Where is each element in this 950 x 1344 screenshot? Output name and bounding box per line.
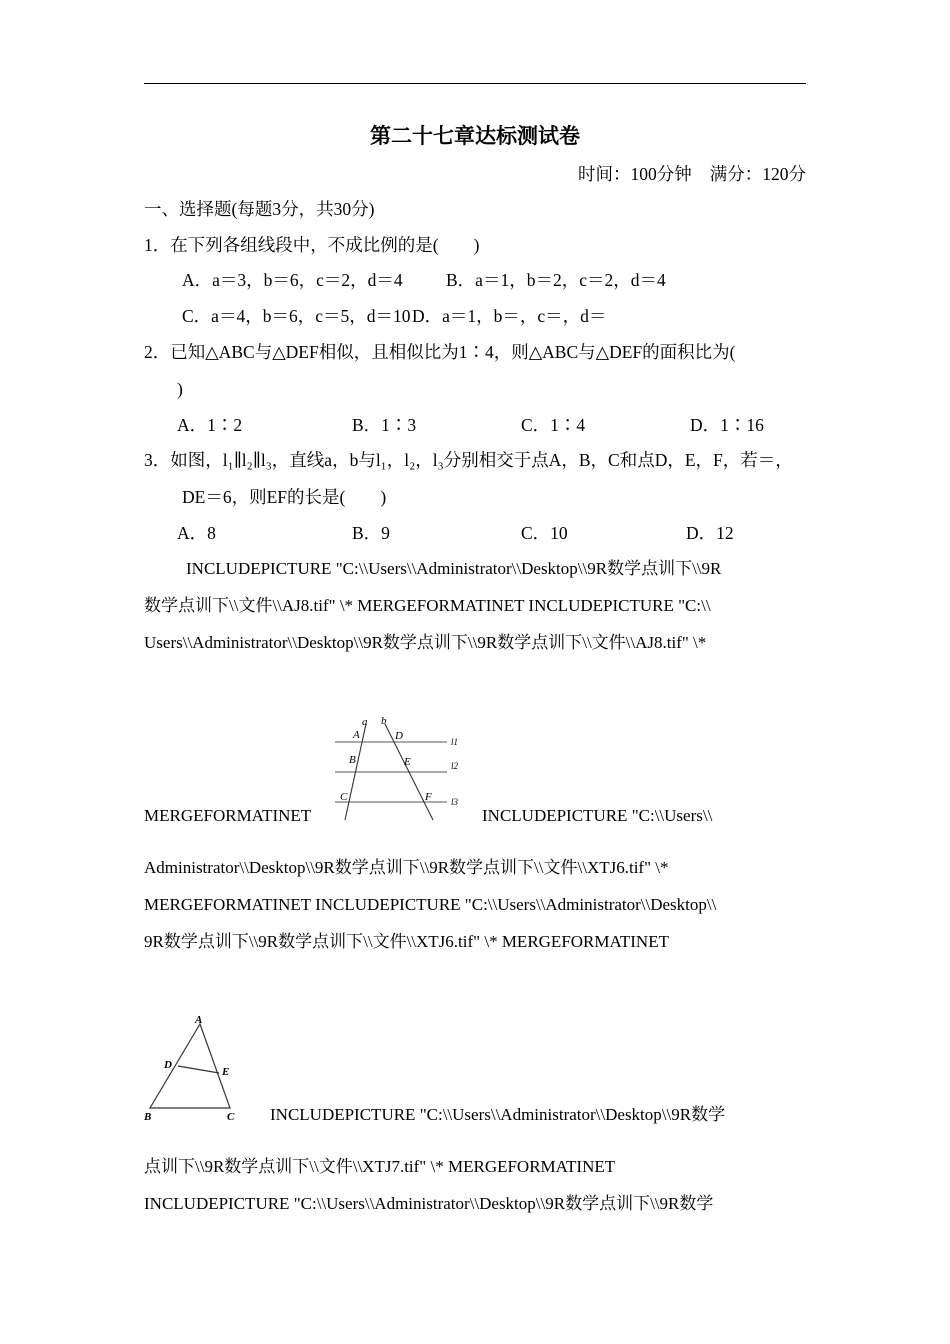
- label-a: a: [362, 716, 368, 728]
- page-title: 第二十七章达标测试卷: [370, 124, 580, 148]
- q3-stem-2: DE＝6，则EF的长是( ): [182, 487, 387, 507]
- tri-label-D: D: [164, 1059, 172, 1071]
- q2-option-d: D．1∶16: [690, 415, 764, 435]
- q2-option-b: B．1∶3: [352, 415, 417, 435]
- q1-stem: 1．在下列各组线段中，不成比例的是( ): [144, 235, 480, 255]
- label-l1: l1: [451, 737, 459, 747]
- field-code-line-3: Users\\Administrator\\Desktop\\9R数学点训下\\9R数学点训下\\文件\\AJ8.tif" \*: [144, 633, 707, 652]
- triangle-figure: [142, 1012, 242, 1124]
- q3-option-a: A．8: [177, 523, 216, 543]
- q2-option-a: A．1∶2: [177, 415, 243, 435]
- top-rule: [144, 83, 806, 84]
- q1-option-d: D．a＝1，b＝，c＝，d＝: [412, 306, 607, 326]
- exam-score: 满分：120分: [709, 164, 806, 184]
- q1-option-b: B．a＝1，b＝2，c＝2，d＝4: [446, 270, 666, 290]
- tri-label-B: B: [144, 1111, 152, 1123]
- field-code-line-1: INCLUDEPICTURE "C:\\Users\\Administrator\\Desktop\\9R数学点训下\\9R: [186, 559, 722, 578]
- field-code-line-4a: MERGEFORMATINET: [144, 806, 312, 825]
- q3-option-b: B．9: [352, 523, 390, 543]
- exam-meta: [578, 162, 806, 186]
- label-F: F: [425, 791, 432, 803]
- q3-option-c: C．10: [521, 523, 568, 543]
- q2-stem: 2．已知△ABC与△DEF相似，且相似比为1∶4，则△ABC与△DEF的面积比为(: [144, 342, 736, 362]
- label-l3: l3: [451, 797, 459, 807]
- field-code-line-8: INCLUDEPICTURE "C:\\Users\\Administrator\\Desktop\\9R数学: [270, 1105, 726, 1124]
- field-code-line-9: 点训下\\9R数学点训下\\文件\\XTJ7.tif" \* MERGEFORMATINET: [144, 1157, 616, 1176]
- parallel-lines-figure: [330, 712, 470, 824]
- label-B: B: [349, 754, 356, 766]
- field-code-line-5: Administrator\\Desktop\\9R数学点训下\\9R数学点训下\\文件\\XTJ6.tif" \*: [144, 858, 669, 877]
- label-E: E: [404, 756, 411, 768]
- field-code-line-2: 数学点训下\\文件\\AJ8.tif" \* MERGEFORMATINET INCLUDEPICTURE "C:\\: [144, 596, 711, 615]
- tri-label-C: C: [227, 1111, 235, 1123]
- field-code-line-4b: INCLUDEPICTURE "C:\\Users\\: [482, 806, 713, 825]
- q3-stem: 3．如图，l₁∥l₂∥l₃，直线a，b与l₁，l₂，l₃分别相交于点A，B，C和点D，E，F，若＝，: [144, 450, 793, 470]
- q2-stem-close: ): [177, 379, 183, 399]
- field-code-line-7: 9R数学点训下\\9R数学点训下\\文件\\XTJ6.tif" \* MERGEFORMATINET: [144, 932, 669, 951]
- tri-label-A: A: [195, 1014, 203, 1026]
- label-A: A: [353, 729, 360, 741]
- q2-option-c: C．1∶4: [521, 415, 586, 435]
- exam-time: 时间：100分钟: [578, 164, 692, 184]
- section-heading: 一、选择题(每题3分，共30分): [144, 199, 375, 219]
- label-C: C: [340, 791, 348, 803]
- label-b: b: [381, 715, 387, 727]
- field-code-line-10: INCLUDEPICTURE "C:\\Users\\Administrator\\Desktop\\9R数学点训下\\9R数学: [144, 1194, 714, 1213]
- label-D: D: [395, 730, 403, 742]
- q1-option-a: A．a＝3，b＝6，c＝2，d＝4: [182, 270, 403, 290]
- q1-option-c: C．a＝4，b＝6，c＝5，d＝10: [182, 306, 411, 326]
- tri-label-E: E: [222, 1066, 230, 1078]
- label-l2: l2: [451, 761, 459, 771]
- field-code-line-6: MERGEFORMATINET INCLUDEPICTURE "C:\\Users\\Administrator\\Desktop\\: [144, 895, 717, 914]
- q3-option-d: D．12: [686, 523, 734, 543]
